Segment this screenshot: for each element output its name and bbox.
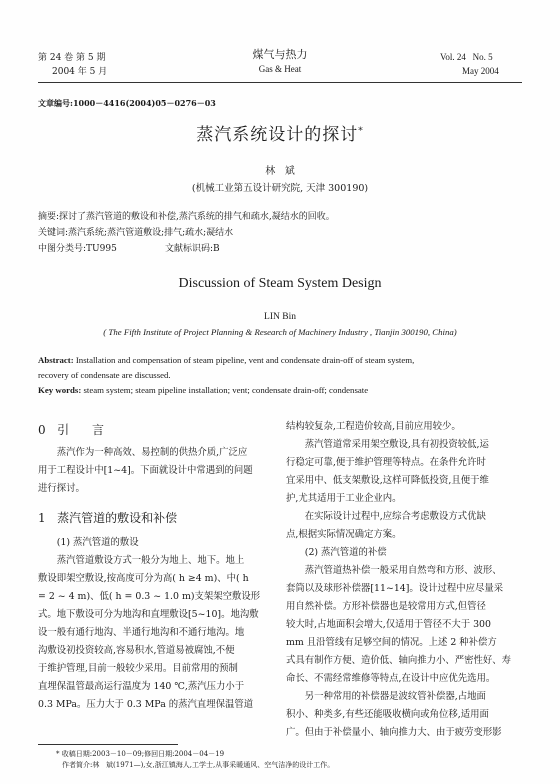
right-line-9: 套筒以及球形补偿器[11~14]。设计过程中应尽量采 [286,583,504,594]
right-line-17: 广。但由于补偿量小、轴向推力大、由于疲劳变形影 [286,727,502,738]
footnote-dates: * 收稿日期:2003－10－09;修回日期:2004－04－19 [56,750,225,758]
article-number: 文章编号:1000－4416(2004)05－0276－03 [38,98,216,108]
header-volume-cn: 第 24 卷 第 5 期 [38,53,106,63]
author-en: LIN Bin [264,312,296,322]
title-en: Discussion of Steam System Design [178,276,382,291]
title-footnote-mark: * [358,126,364,137]
title-cn [0,120,560,145]
right-line-14: 命长、不需经常维修等特点,在设计中应优先选用。 [286,673,496,684]
header-date-en: May 2004 [462,66,499,76]
abstract-en-label: Abstract: [38,355,74,365]
keywords-en-label: Key words: [38,385,82,395]
header-volume-en: Vol. 24 No. 5 [440,52,493,62]
subsection-1-heading: (1) 蒸汽管道的敷设 [56,537,139,548]
right-line-10: 用自然补偿。方形补偿器也是较常用方式,但管径 [286,601,486,612]
title-cn-text: 蒸汽系统设计的探讨 [196,125,359,145]
right-line-2: 蒸汽管道常采用架空敷设,具有初投资较低,运 [304,439,489,450]
right-line-16: 积小、种类多,有些还能吸收横向或角位移,适用面 [286,709,489,720]
right-line-13: 式具有制作方便、造价低、轴向推力小、严密性好、寿 [286,655,512,666]
right-line-3: 行稳定可靠,便于维护管理等特点。在条件允许时 [286,457,486,468]
intro-line-3: 进行探讨。 [38,483,85,494]
keywords-cn: 关键词:蒸汽系统;蒸汽管道敷设;排气;疏水;凝结水 [38,228,234,238]
abstract-en [38,354,528,366]
footnote-rule [38,744,178,745]
abstract-cn: 摘要:探讨了蒸汽管道的敷设和补偿,蒸汽系统的排气和疏水,凝结水的回收。 [38,212,335,222]
affiliation-en: ( The Fifth Institute of Project Planning & Research of Machinery Industry , Tianjin 300190, China) [103,327,457,337]
keywords-en-text: steam system; steam pipeline installation; vent; condensate drain-off; condensate [81,385,369,395]
intro-line-2: 用于工程设计中[1~4]。下面就设计中常遇到的问题 [38,465,253,476]
subsection-2-heading: (2) 蒸汽管道的补偿 [304,547,387,558]
header-journal-cn: 煤气与热力 [252,48,308,61]
right-line-4: 宜采用中、低支架敷设,这样可降低投资,且便于维 [286,475,489,486]
clc-number: 中图分类号:TU995 [38,244,117,254]
abstract-en-text-2: recovery of condensate are discussed. [38,370,171,380]
left-column [38,418,274,714]
header-date-cn: 2004 年 5 月 [52,67,108,77]
body-line-3: = 2 ~ 4 m)、低( h = 0.3 ~ 1.0 m)支架架空敷设形 [38,591,261,602]
body-line-7: 于维护管理,目前一般较少采用。目前常用的预制 [38,663,238,674]
right-line-12: mm 且沿管线有足够空间的情况。上述 2 种补偿方 [286,637,497,648]
body-line-5: 设一般有通行地沟、半通行地沟和不通行地沟。地 [38,627,245,638]
body-line-4: 式。地下敷设可分为地沟和直埋敷设[5~10]。地沟敷 [38,609,259,620]
right-line-15: 另一种常用的补偿器是波纹管补偿器,占地面 [304,691,486,702]
keywords-en [38,385,368,395]
author-cn: 林 斌 [265,166,295,177]
section-0-heading: 0 引 言 [38,423,104,437]
body-line-8: 直埋保温管最高运行温度为 140 ℃,蒸汽压力小于 [38,681,245,692]
body-line-1: 蒸汽管道敷设方式一般分为地上、地下。地上 [56,555,245,566]
intro-line-1: 蒸汽作为一种高效、易控制的供热介质,广泛应 [56,447,248,458]
right-line-6: 在实际设计过程中,应综合考虑敷设方式优缺 [304,511,486,522]
header-journal-en: Gas & Heat [258,64,302,74]
right-line-8: 蒸汽管道热补偿一般采用自然弯和方形、波形、 [304,565,502,576]
footnote-author-bio: 作者简介:林 斌(1971—),女,浙江镇海人,工学士,从事采暖通风、空气洁净的设计工作。 [62,761,335,769]
section-1-heading: 1 蒸汽管道的敷设和补偿 [38,511,178,525]
body-line-6: 沟敷设初投资较高,容易积水,管道易被腐蚀,不便 [38,645,235,656]
right-line-11: 较大时,占地面积会增大,仅适用于管径不大于 300 [286,619,491,630]
right-column [286,418,524,742]
right-line-7: 点,根据实际情况确定方案。 [286,529,402,540]
body-line-9: 0.3 MPa。压力大于 0.3 MPa 的蒸汽直埋保温管道 [38,699,254,710]
body-line-2: 敷设即架空敷设,按高度可分为高( h ≥4 m)、中( h [38,573,249,584]
abstract-en-text-1: Installation and compensation of steam pipeline, vent and condensate drain-off of steam system, [73,355,415,365]
affiliation-cn: (机械工业第五设计研究院, 天津 300190) [191,183,369,194]
header-rule [38,82,522,83]
right-line-1: 结构较复杂,工程造价较高,目前应用较少。 [286,421,461,432]
document-code: 文献标识码:B [165,244,220,254]
right-line-5: 护,尤其适用于工业企业内。 [286,493,402,504]
